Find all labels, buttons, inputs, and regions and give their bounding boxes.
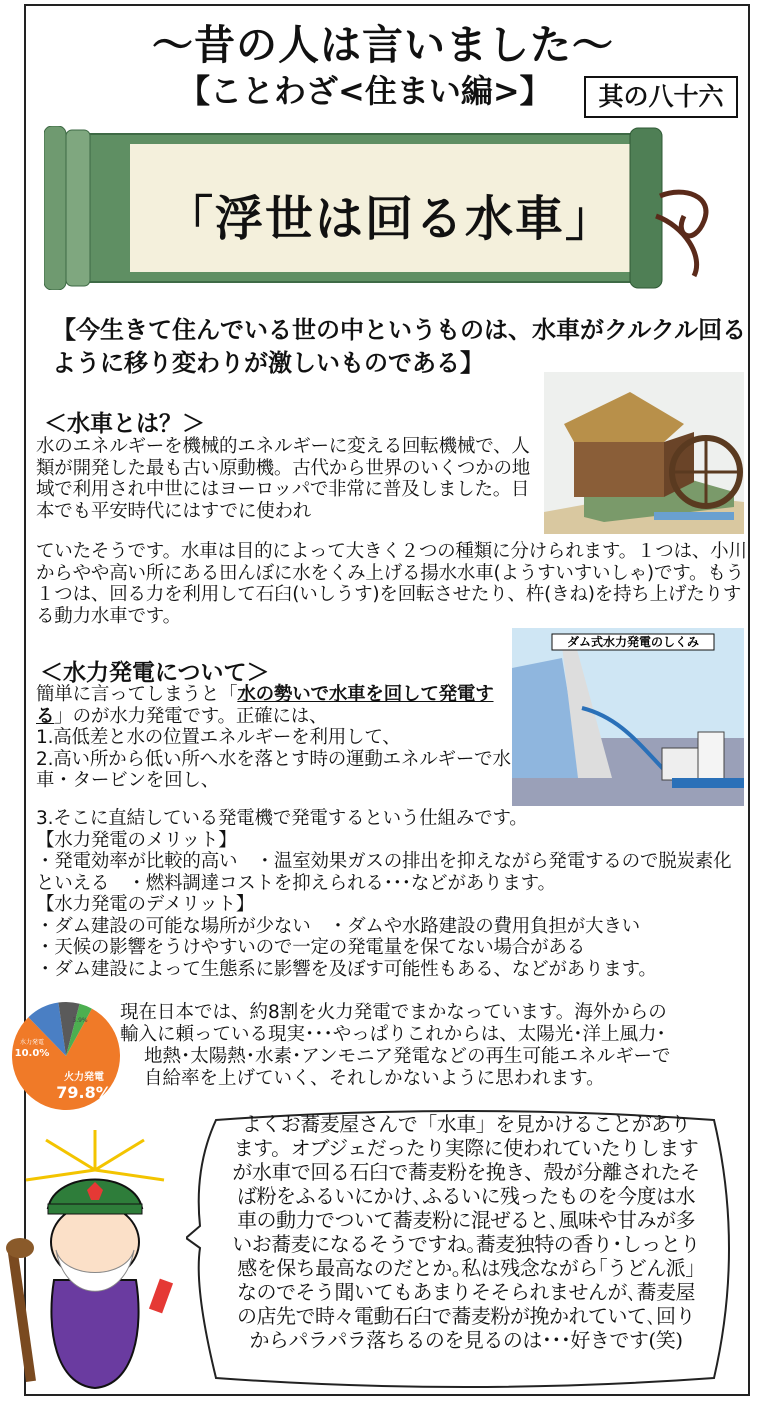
hydro-step-1: 1.高低差と水の位置エネルギーを利用して、 — [36, 727, 401, 748]
speech-line: ます。オブジェだったり実際に使われていたりします — [233, 1136, 699, 1160]
speech-line: 感を保ち最高なのだとか｡私は残念ながら｢うどん派｣ — [237, 1256, 695, 1280]
speech-line: の店先で時々電動石臼で蕎麦粉が挽かれていて､回り — [237, 1304, 695, 1328]
water-wheel-text-a: 水のエネルギーを機械的エネルギーに変える回転機械で、人類が開発した最も古い原動機。古代から世界のいくつかの地域で利用され中世にはヨーロッパで非常に普及しました。日本でも平安時代にはすでに使われ — [36, 436, 531, 522]
demerit-3: ・ダム建設によって生態系に影響を及ぼす可能性もある、などがあります。 — [36, 958, 657, 980]
demerit-2: ・天候の影響をうけやすいので一定の発電量を保てない場合がある — [36, 937, 586, 958]
water-wheel-heading: ＜水車とは？＞ — [44, 411, 205, 437]
water-wheel-photo — [544, 372, 744, 534]
energy-pie-chart — [10, 1000, 122, 1112]
speech-bubble-text — [196, 1112, 736, 1352]
proverb-meaning: 【今生きて住んでいる世の中というものは、水車がクルクル回るように移り変わりが激しいものである】 — [52, 316, 747, 377]
hydro-step-3: 3.そこに直結している発電機で発電するという仕組みです。 — [36, 808, 528, 829]
hydro-step-2: 2.高い所から低い所へ水を落とす時の運動エネルギーで水車・タービンを回し、 — [36, 748, 511, 791]
page-subtitle: 【ことわざ<住まい編>】 — [178, 72, 552, 110]
speech-line: よくお蕎麦屋さんで「水車」を見かけることがあり — [241, 1112, 691, 1136]
pie-main-value: 79.8% — [56, 1083, 112, 1102]
old-man-mascot — [6, 1130, 184, 1392]
speech-line: 車の動力でついて蕎麦粉に混ぜると､風味や甘みが多 — [237, 1208, 695, 1232]
closing-paragraph — [120, 1002, 748, 1090]
closing-line-1: 現在日本では、約8割を火力発電でまかなっています。海外からの — [120, 1002, 667, 1023]
demerit-1: ・ダム建設の可能な場所が少ない ・ダムや水路建設の費用負担が大きい — [36, 915, 640, 937]
speech-line: ば粉をふるいにかけ､ふるいに残ったものを今度は水 — [237, 1184, 695, 1208]
dam-diagram-title: ダム式水力発電のしくみ — [566, 635, 700, 649]
hydro-intro-a: 簡単に言ってしまうと「 — [36, 684, 238, 705]
closing-line-4: 自給率を上げていく、それしかないように思われます。 — [144, 1068, 605, 1089]
issue-badge: 其の八十六 — [584, 76, 738, 118]
merit-title: 【水力発電のメリット】 — [36, 829, 237, 851]
page-title: ～昔の人は言いました～ — [152, 21, 614, 69]
water-wheel-text-b: ていたそうです。水車は目的によって大きく２つの種類に分けられます。１つは、小川からやや高い所にある田んぼに水をくみ上げる揚水水車(ようすいすいしゃ)です。もう１つは、回る力を利用して石臼(いしうす)を回転させたり、杵(きね)を持ち上げたりする動力水車です。 — [36, 541, 747, 627]
hydro-details — [36, 808, 748, 980]
proverb-title: 「浮世は回る水車」 — [165, 191, 616, 247]
pie-third-value: 3.9% — [72, 1017, 88, 1024]
hydro-heading: ＜水力発電について＞ — [40, 660, 270, 686]
pie-second-value: 10.0% — [14, 1048, 50, 1059]
pie-second-label: 水力発電 — [19, 1039, 45, 1046]
speech-line: が水車で回る石臼で蕎麦粉を挽き、殻が分離されたそ — [232, 1160, 700, 1184]
speech-line: なのでそう聞いてもあまりそそられませんが､蕎麦屋 — [237, 1280, 695, 1304]
hydro-intro-b: 」のが水力発電です。正確には、 — [54, 705, 328, 727]
hydro-intro — [36, 684, 514, 792]
pie-main-label: 火力発電 — [64, 1072, 104, 1083]
speech-line: いお蕎麦になるそうですね｡蕎麦独特の香り･しっとり — [232, 1232, 700, 1256]
closing-line-3: 地熱･太陽熱･水素･アンモニア発電などの再生可能エネルギーで — [144, 1046, 671, 1067]
closing-line-2: 輸入に頼っている現実･･･やっぱりこれからは、太陽光･洋上風力･ — [120, 1024, 666, 1045]
speech-line: からパラパラ落ちるのを見るのは･･･好きです(笑) — [249, 1328, 683, 1352]
merit-body: ・発電効率が比較的高い ・温室効果ガスの排出を抑えながら発電するので脱炭素化といえる ・燃料調達コストを抑えられる･･･などがあります。 — [36, 851, 732, 894]
dam-diagram — [512, 628, 744, 806]
hydro-intro-underlined: 水の勢いで水車を回して発電する — [36, 684, 494, 727]
demerit-title: 【水力発電のデメリット】 — [36, 894, 255, 915]
